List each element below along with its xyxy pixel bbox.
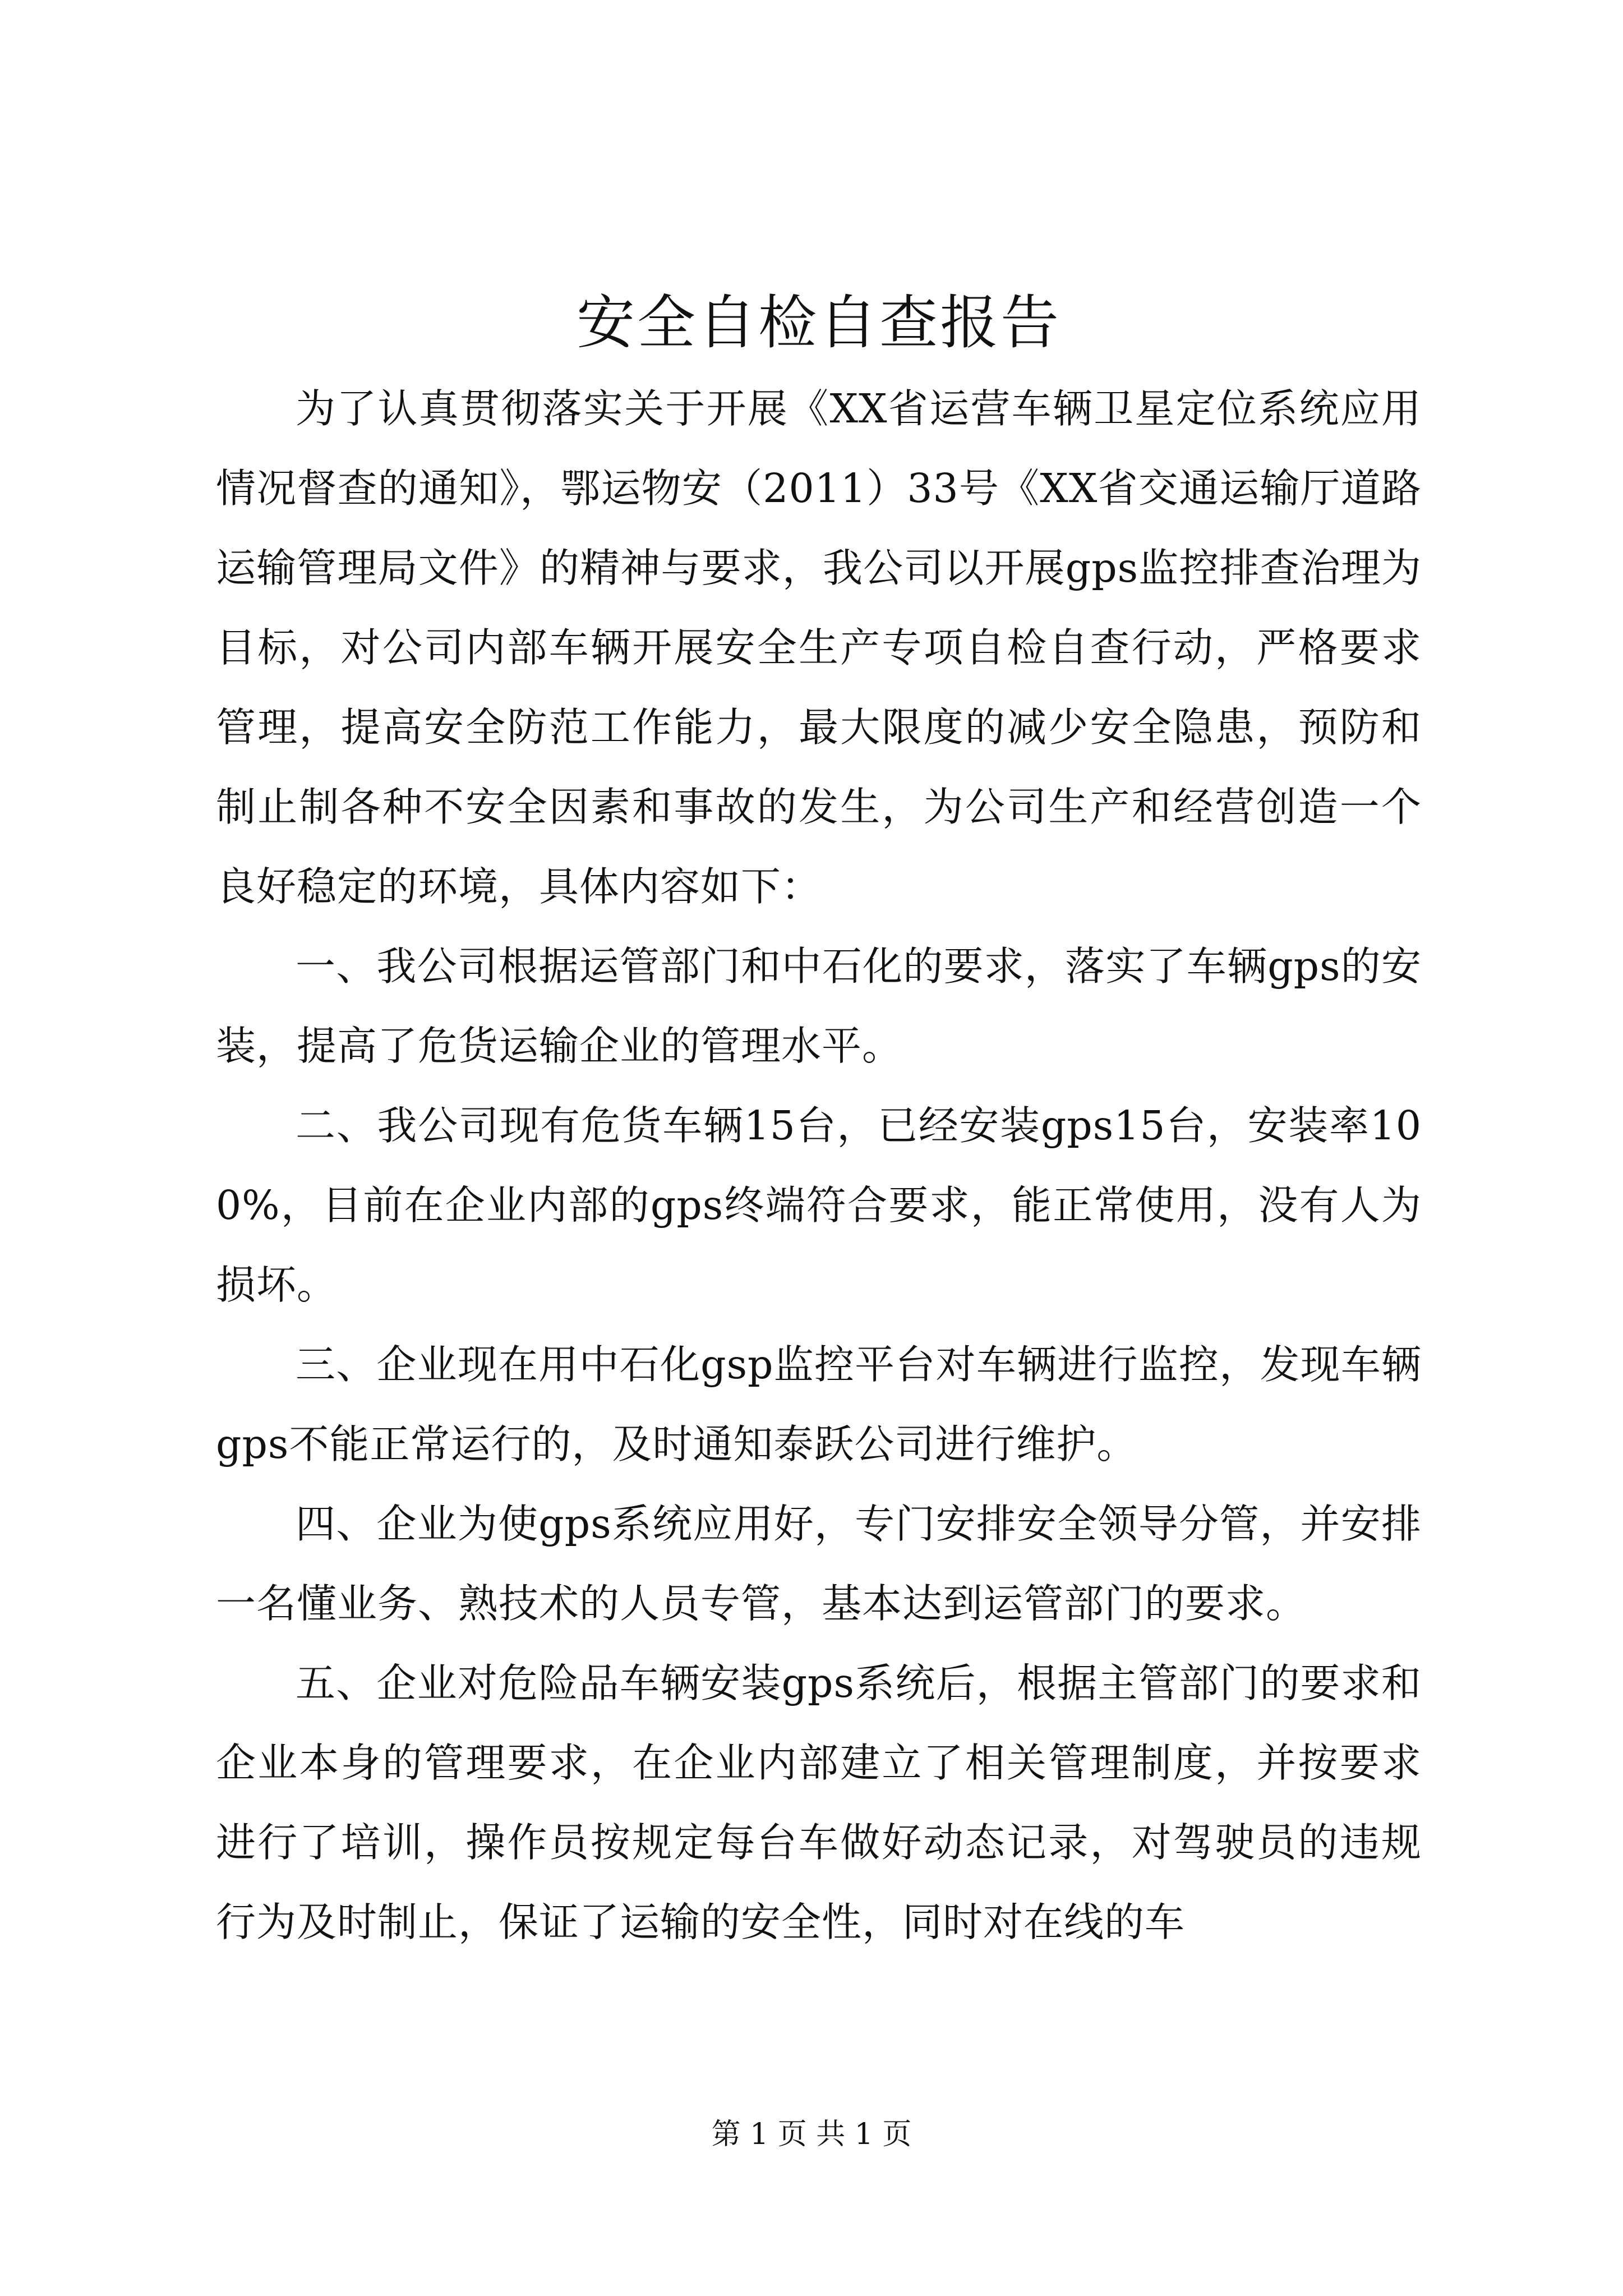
paragraph-item-5: 五、企业对危险品车辆安装gps系统后，根据主管部门的要求和企业本身的管理要求，在企业内部建立了相关管理制度，并按要求进行了培训，操作员按规定每台车做好动态记录，对驾驶员的违规行为及时制止，保证了运输的安全性，同时对在线的车 bbox=[216, 1660, 1422, 1945]
paragraph-intro: 为了认真贯彻落实关于开展《XX省运营车辆卫星定位系统应用情况督查的通知》，鄂运物安（2011）33号《XX省交通运输厅道路运输管理局文件》的精神与要求，我公司以开展gps监控排查治理为目标，对公司内部车辆开展安全生产专项自检自查行动，严格要求管理，提高安全防范工作能力，最大限度的减少安全隐患，预防和制止制各种不安全因素和事故的发生，为公司生产和经营创造一个良好稳定的环境，具体内容如下： bbox=[216, 385, 1422, 910]
paragraph-item-2: 二、我公司现有危货车辆15台，已经安装gps15台，安装率100%，目前在企业内部的gps终端符合要求，能正常使用，没有人为损坏。 bbox=[216, 1102, 1422, 1308]
paragraph-item-1: 一、我公司根据运管部门和中石化的要求，落实了车辆gps的安装，提高了危货运输企业的管理水平。 bbox=[216, 943, 1422, 1069]
document-body bbox=[216, 280, 1422, 1962]
paragraph-item-4: 四、企业为使gps系统应用好，专门安排安全领导分管，并安排一名懂业务、熟技术的人员专管，基本达到运管部门的要求。 bbox=[216, 1501, 1422, 1627]
page-footer: 第 1 页 共 1 页 bbox=[711, 2118, 912, 2151]
paragraph-item-3: 三、企业现在用中石化gsp监控平台对车辆进行监控，发现车辆gps不能正常运行的，及时通知泰跃公司进行维护。 bbox=[216, 1341, 1422, 1467]
document-title: 安全自检自查报告 bbox=[576, 288, 1061, 357]
